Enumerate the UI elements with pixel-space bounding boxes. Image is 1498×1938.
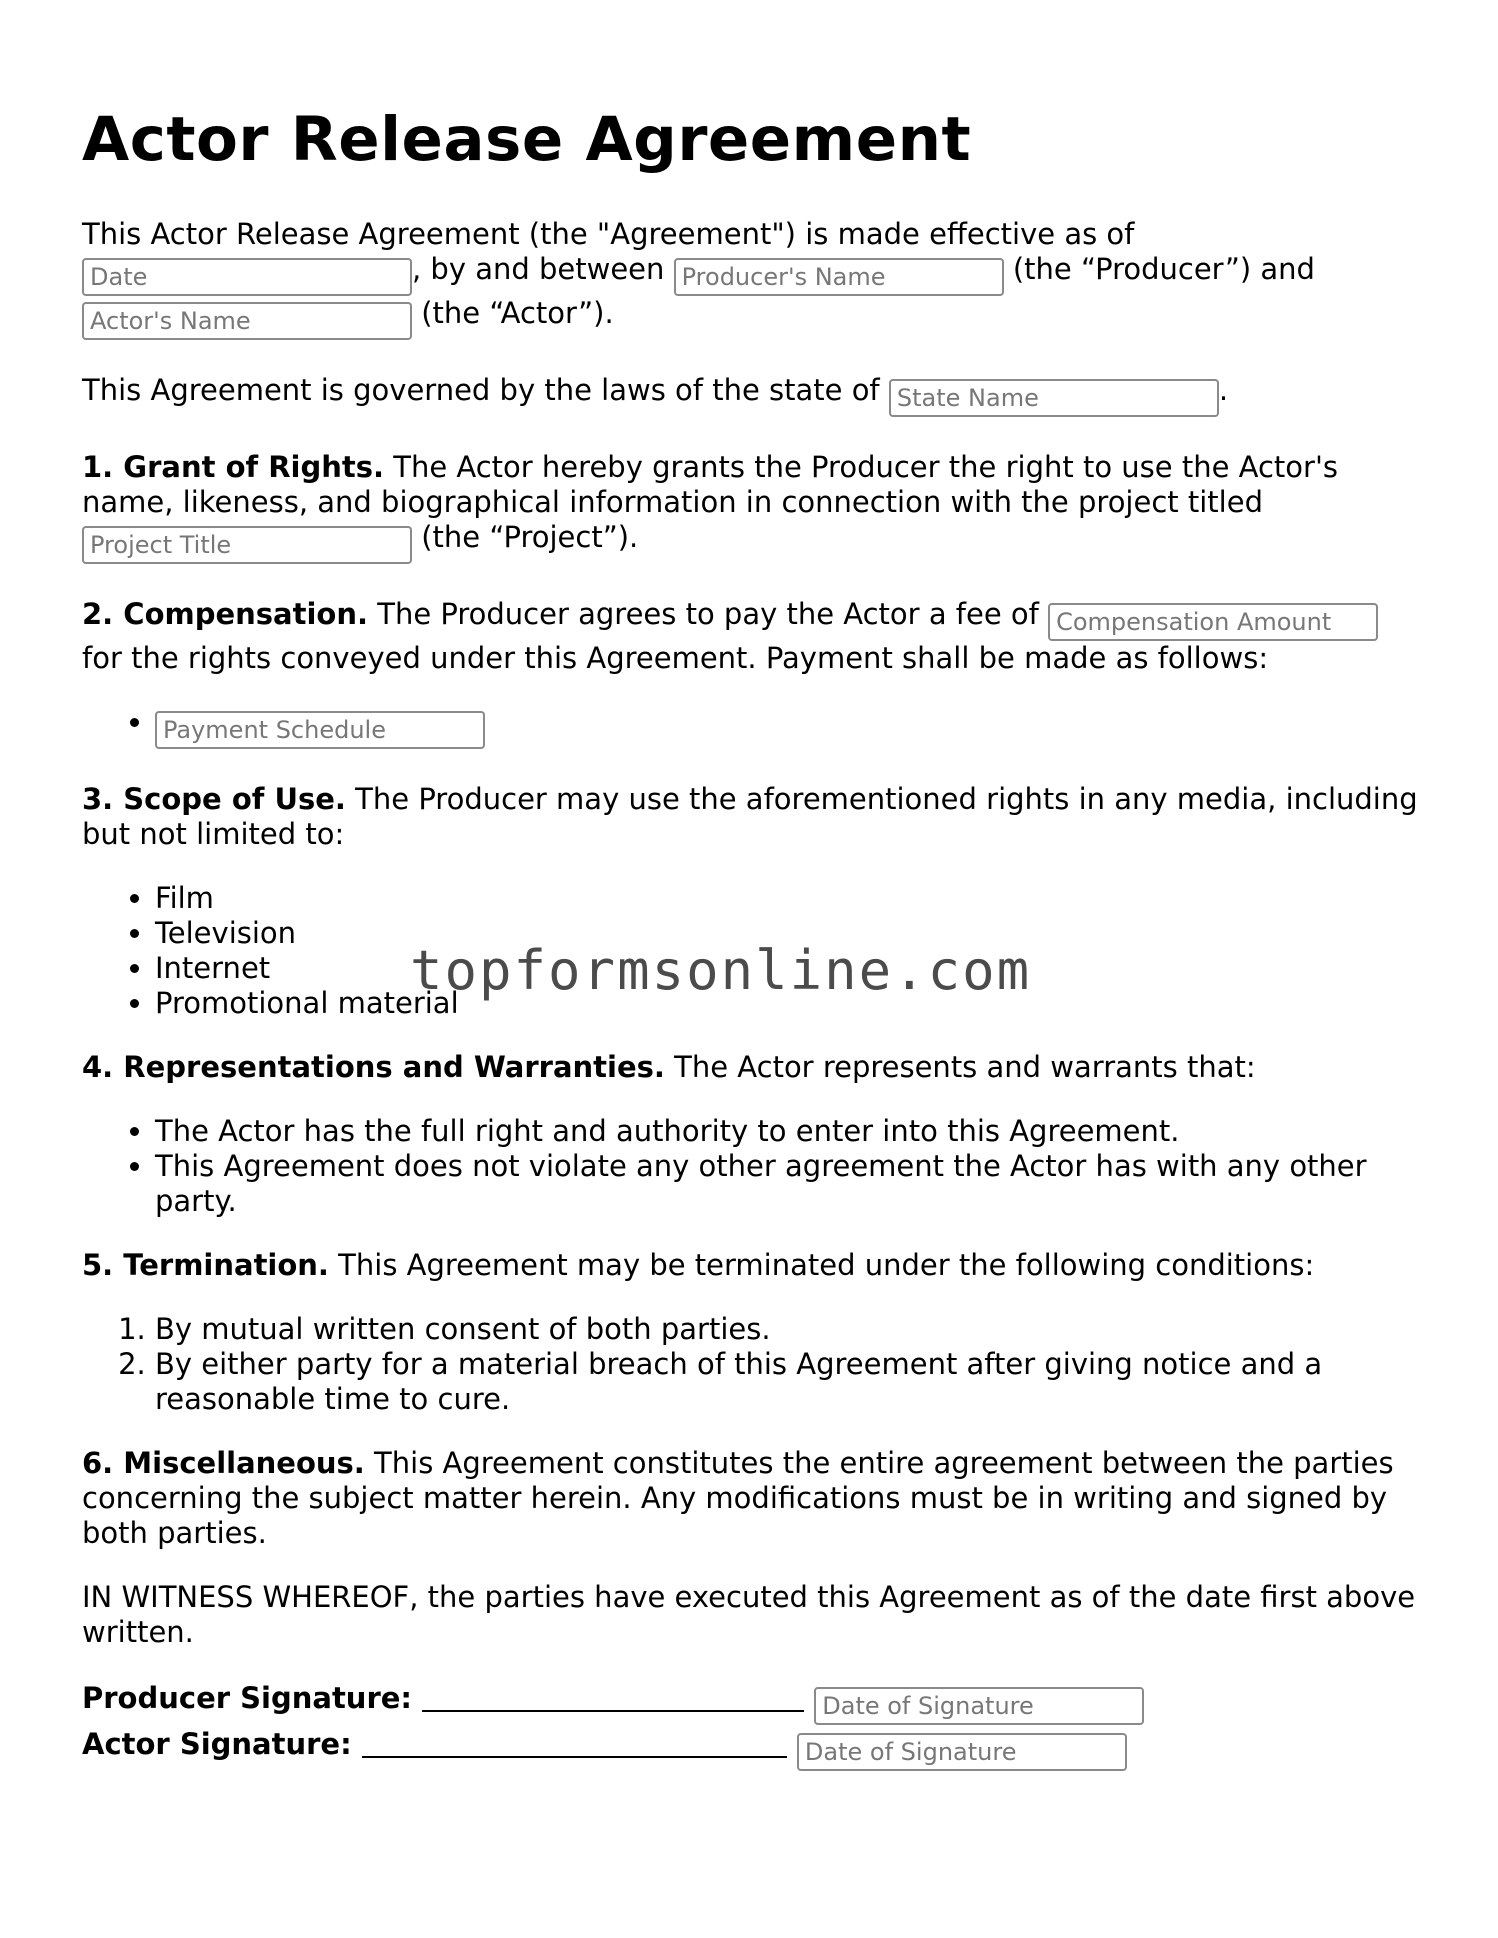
termination-section [82,1248,1422,1283]
actor-signature-row [82,1725,1422,1771]
effective-date-field[interactable] [82,258,412,296]
payment-list [82,705,1422,749]
compensation-heading: 2. Compensation. [82,597,369,631]
producer-signature-line[interactable] [422,1680,804,1712]
media-list [82,881,1422,1021]
misc-text: This Agreement constitutes the entire agreement between the parties concerning the subject matter herein. Any modifications must be in writing and signed by both parties. [82,1446,1394,1550]
document-page [82,0,1422,1771]
list-item: • Promotional material [155,986,1422,1021]
list-item [155,705,1422,749]
termination-heading: 5. Termination. [82,1248,329,1282]
scope-text: The Producer may use the aforementioned rights in any media, including but not limited to: [82,782,1418,851]
actor-signature-date-field[interactable] [797,1733,1127,1771]
state-name-field[interactable] [889,379,1219,417]
warranties-section [82,1050,1422,1085]
payment-schedule-field[interactable] [155,711,485,749]
compensation-section [82,597,1422,676]
grant-text-1: The Actor hereby grants the Producer the right to use the Actor's name, likeness, and biographical information in connection with the project titled [82,450,1339,519]
actor-name-field[interactable] [82,302,412,340]
watermark-text: topformsonline.com [410,939,1032,1002]
governed-text-1: This Agreement is governed by the laws of the state of [82,373,880,407]
intro-paragraph [82,217,1422,340]
governed-text-2: . [1218,373,1229,407]
scope-heading: 3. Scope of Use. [82,782,346,816]
compensation-text-2: for the rights conveyed under this Agreement. Payment shall be made as follows: [82,641,1269,675]
warranties-text: The Actor represents and warrants that: [674,1050,1256,1084]
compensation-text-1: The Producer agrees to pay the Actor a fee of [377,597,1039,631]
grant-heading: 1. Grant of Rights. [82,450,385,484]
producer-name-field[interactable] [674,258,1004,296]
intro-text-2: , by and between [412,252,665,286]
misc-heading: 6. Miscellaneous. [82,1446,365,1480]
intro-text-4: (the “Actor”). [421,296,614,330]
producer-signature-row [82,1679,1422,1725]
list-item: • Internet [155,951,1422,986]
warranties-heading: 4. Representations and Warranties. [82,1050,665,1084]
grant-of-rights-section [82,450,1422,564]
list-item: • The Actor has the full right and authority to enter into this Agreement. [155,1114,1422,1149]
termination-list [82,1312,1422,1417]
list-item: • Film [155,881,1422,916]
witness-paragraph: IN WITNESS WHEREOF, the parties have executed this Agreement as of the date first above written. [82,1580,1416,1649]
governing-law-paragraph [82,373,1422,417]
list-item: • Television [155,916,1422,951]
project-title-field[interactable] [82,526,412,564]
actor-signature-label: Actor Signature: [82,1727,352,1761]
signature-block [82,1679,1422,1771]
actor-signature-line[interactable] [362,1726,787,1758]
termination-text: This Agreement may be terminated under the following conditions: [338,1248,1315,1282]
list-item: • This Agreement does not violate any other agreement the Actor has with any other party. [155,1149,1422,1219]
list-item: 2. By either party for a material breach of this Agreement after giving notice and a reasonable time to cure. [155,1347,1422,1417]
compensation-amount-field[interactable] [1048,603,1378,641]
list-item: 1. By mutual written consent of both parties. [155,1312,1422,1347]
miscellaneous-section [82,1446,1422,1551]
page-title: Actor Release Agreement [82,104,972,175]
intro-text-1: This Actor Release Agreement (the "Agreement") is made effective as of [82,217,1135,251]
grant-text-2: (the “Project”). [421,520,639,554]
intro-text-3: (the “Producer”) and [1012,252,1315,286]
producer-signature-label: Producer Signature: [82,1681,413,1715]
warranties-list [82,1114,1422,1219]
producer-signature-date-field[interactable] [814,1687,1144,1725]
scope-of-use-section [82,782,1422,852]
